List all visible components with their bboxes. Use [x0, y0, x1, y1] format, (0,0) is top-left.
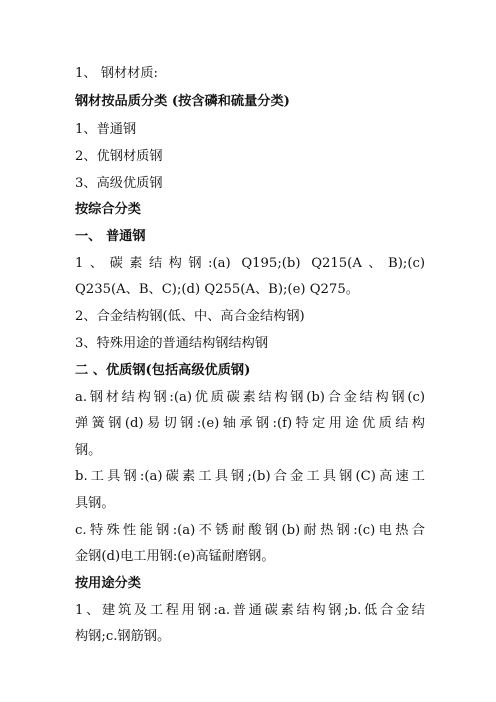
paragraph-line: 钢。 [75, 443, 102, 458]
list-item: 3、特殊用途的普通结构钢结构钢 [75, 336, 269, 351]
paragraph-line: 具钢。 [75, 496, 115, 511]
list-item: 2、合金结构钢(低、中、高合金结构钢) [75, 309, 305, 324]
paragraph-line: 金钢(d)电工用钢:(e)高锰耐磨钢。 [75, 549, 275, 564]
list-item: 3、高级优质钢 [75, 176, 163, 191]
heading-by-quality: 钢材按品质分类 (按含磷和硫量分类) [75, 94, 290, 109]
list-item: 1、普通钢 [75, 122, 137, 137]
paragraph-line: 1、碳素结构钢:(a) Q195;(b) Q215(A、B);(c) [75, 256, 425, 271]
heading-comprehensive: 按综合分类 [75, 202, 141, 217]
paragraph-line: 弹簧钢(d)易切钢:(e)轴承钢:(f)特定用途优质结构 [75, 416, 425, 431]
heading-by-usage: 按用途分类 [75, 576, 141, 591]
heading-ordinary-steel: 一、 普通钢 [75, 229, 146, 244]
heading-quality-steel: 二 、优质钢(包括高级优质钢) [75, 363, 251, 378]
paragraph-line: b.工具钢:(a)碳素工具钢;(b)合金工具钢(C)高速工 [75, 469, 425, 484]
paragraph-line: c.特殊性能钢:(a)不锈耐酸钢(b)耐热钢:(c)电热合 [75, 523, 425, 538]
paragraph-line: 1、建筑及工程用钢:a.普通碳素结构钢;b.低合金结 [75, 603, 425, 618]
paragraph-line: Q235(A、B、C);(d) Q255(A、B);(e) Q275。 [75, 282, 359, 297]
list-item: 2、优钢材质钢 [75, 149, 163, 164]
paragraph-line: 构钢;c.钢筋钢。 [75, 629, 171, 644]
heading-steel-material: 1、 钢材材质: [75, 66, 158, 81]
paragraph-line: a.钢材结构钢:(a)优质碳素结构钢(b)合金结构钢(c) [75, 390, 425, 405]
